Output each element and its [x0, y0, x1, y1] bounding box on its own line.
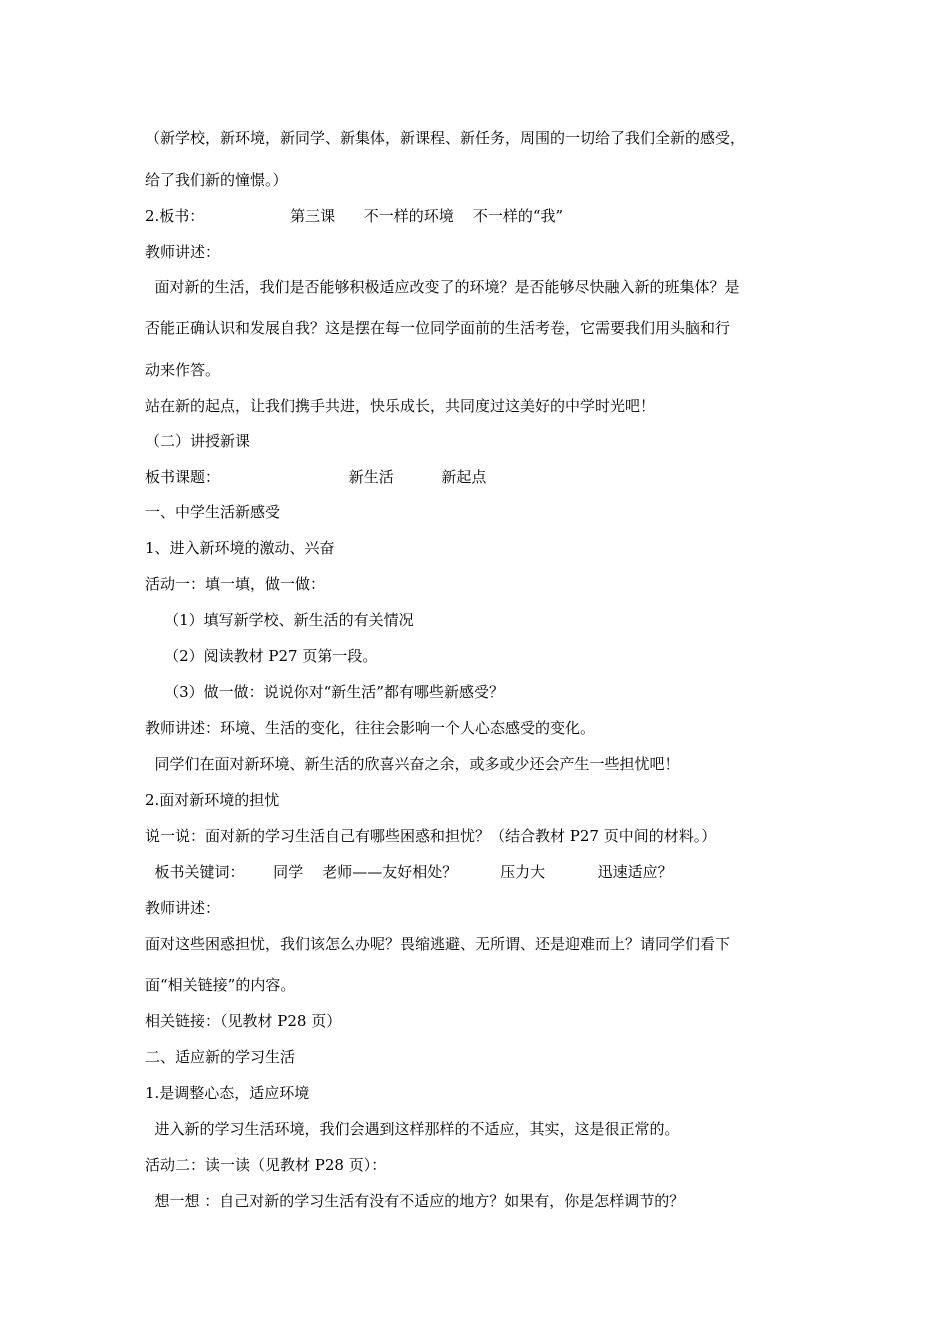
- text-line: 动来作答。: [145, 361, 221, 379]
- list-item: （3）做一做：说说你对“新生活”都有哪些新感受？: [145, 683, 504, 701]
- text-line: 同学们在面对新环境、新生活的欣喜兴奋之余，或多或少还会产生一些担忧吧！: [145, 755, 680, 773]
- text-line: 1、进入新环境的激动、兴奋: [145, 539, 335, 557]
- text-line: 面对这些困惑担忧，我们该怎么办呢？畏缩逃避、无所谓、还是迎难而上？请同学们看下: [145, 935, 731, 953]
- text-line: 板书关键词： 同学 老师——友好相处？ 压力大 迅速适应？: [145, 863, 673, 881]
- text-line: 否能正确认识和发展自我？这是摆在每一位同学面前的生活考卷，它需要我们用头脑和行: [145, 319, 731, 337]
- section-heading: 二、适应新的学习生活: [145, 1048, 296, 1066]
- text-line: 1.是调整心态，适应环境: [145, 1084, 310, 1102]
- text-line: 进入新的学习生活环境，我们会遇到这样那样的不适应，其实，这是很正常的。: [145, 1120, 680, 1138]
- text-line: 教师讲述：环境、生活的变化，往往会影响一个人心态感受的变化。: [145, 719, 596, 737]
- text-line: 教师讲述：: [145, 243, 221, 261]
- text-line: 活动二：读一读（见教材 P28 页）：: [145, 1156, 387, 1174]
- text-line: 教师讲述：: [145, 899, 221, 917]
- section-heading: 一、中学生活新感受: [145, 503, 281, 521]
- text-line: 板书课题： 新生活 新起点: [145, 468, 487, 486]
- list-item: （2）阅读教材 P27 页第一段。: [145, 647, 378, 665]
- text-line: 活动一：填一填，做一做：: [145, 575, 326, 593]
- text-line: （新学校，新环境，新同学、新集体，新课程、新任务，周围的一切给了我们全新的感受，: [145, 129, 746, 147]
- text-line: 2.面对新环境的担忧: [145, 791, 280, 809]
- text-line: 面“相关链接”的内容。: [145, 976, 296, 994]
- text-line: 给了我们新的憧憬。）: [145, 171, 288, 189]
- text-line: 想一想 ：自己对新的学习生活有没有不适应的地方？如果有，你是怎样调节的？: [145, 1192, 685, 1210]
- text-line: 站在新的起点，让我们携手共进，快乐成长，共同度过这美好的中学时光吧！: [145, 397, 656, 415]
- text-line: 说一说：面对新的学习生活自己有哪些困惑和担忧？（结合教材 P27 页中间的材料。）: [145, 827, 717, 845]
- section-heading: （二）讲授新课: [145, 432, 251, 450]
- text-line: 相关链接：（见教材 P28 页）: [145, 1012, 342, 1030]
- text-line: 面对新的生活，我们是否能够积极适应改变了的环境？是否能够尽快融入新的班集体？是: [145, 278, 740, 296]
- list-item: （1）填写新学校、新生活的有关情况: [145, 611, 414, 629]
- text-line: 2.板书： 第三课 不一样的环境 不一样的“我”: [145, 207, 564, 225]
